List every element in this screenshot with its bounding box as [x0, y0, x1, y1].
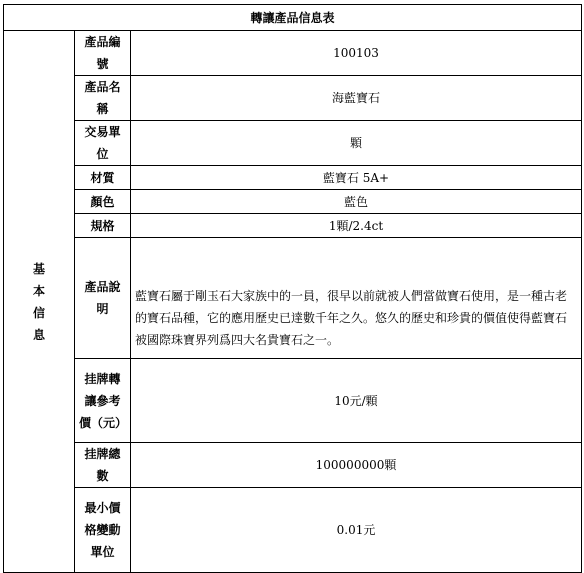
- row-label-material: 材質: [75, 166, 131, 190]
- product-info-table: [3, 4, 582, 573]
- row-value-total-listed: 100000000顆: [131, 443, 582, 488]
- row-label-description: 產品說明: [75, 238, 131, 359]
- row-value-description: [131, 238, 582, 359]
- description-text: 藍寶石屬于剛玉石大家族中的一員，很早以前就被人們當做寶石使用，是一種古老的寶石品種，它的應用歷史已達數千年之久。悠久的歷史和珍貴的價值使得藍寶石被國際珠寶界列爲四大名貴寶石之一。: [135, 289, 568, 347]
- row-label-min-tick: 最小價格變動單位: [75, 488, 131, 573]
- row-label-product-name: 產品名稱: [75, 76, 131, 121]
- table-row: [4, 238, 582, 359]
- row-value-product-code: 100103: [131, 31, 582, 76]
- row-value-reference-price: 10元/顆: [131, 359, 582, 443]
- table-row: [4, 166, 582, 190]
- table-title-row: [4, 5, 582, 31]
- section-label-text: 基本信息: [32, 261, 45, 342]
- row-value-color: 藍色: [131, 190, 582, 214]
- row-label-total-listed: 挂牌總數: [75, 443, 131, 488]
- row-label-reference-price: 挂牌轉讓參考價（元）: [75, 359, 131, 443]
- table-row: [4, 190, 582, 214]
- table-row: [4, 443, 582, 488]
- table-row: [4, 76, 582, 121]
- table-row: [4, 31, 582, 76]
- row-value-spec: 1顆/2.4ct: [131, 214, 582, 238]
- row-value-min-tick: 0.01元: [131, 488, 582, 573]
- table-row: [4, 488, 582, 573]
- row-value-material: 藍寶石 5A+: [131, 166, 582, 190]
- row-label-trade-unit: 交易單位: [75, 121, 131, 166]
- table-row: [4, 359, 582, 443]
- row-label-product-code: 產品編號: [75, 31, 131, 76]
- table-title: 轉讓產品信息表: [4, 5, 582, 31]
- table-row: [4, 121, 582, 166]
- row-label-color: 顏色: [75, 190, 131, 214]
- section-label: [4, 31, 75, 573]
- row-label-spec: 規格: [75, 214, 131, 238]
- table-row: [4, 214, 582, 238]
- row-value-product-name: 海藍寶石: [131, 76, 582, 121]
- row-value-trade-unit: 顆: [131, 121, 582, 166]
